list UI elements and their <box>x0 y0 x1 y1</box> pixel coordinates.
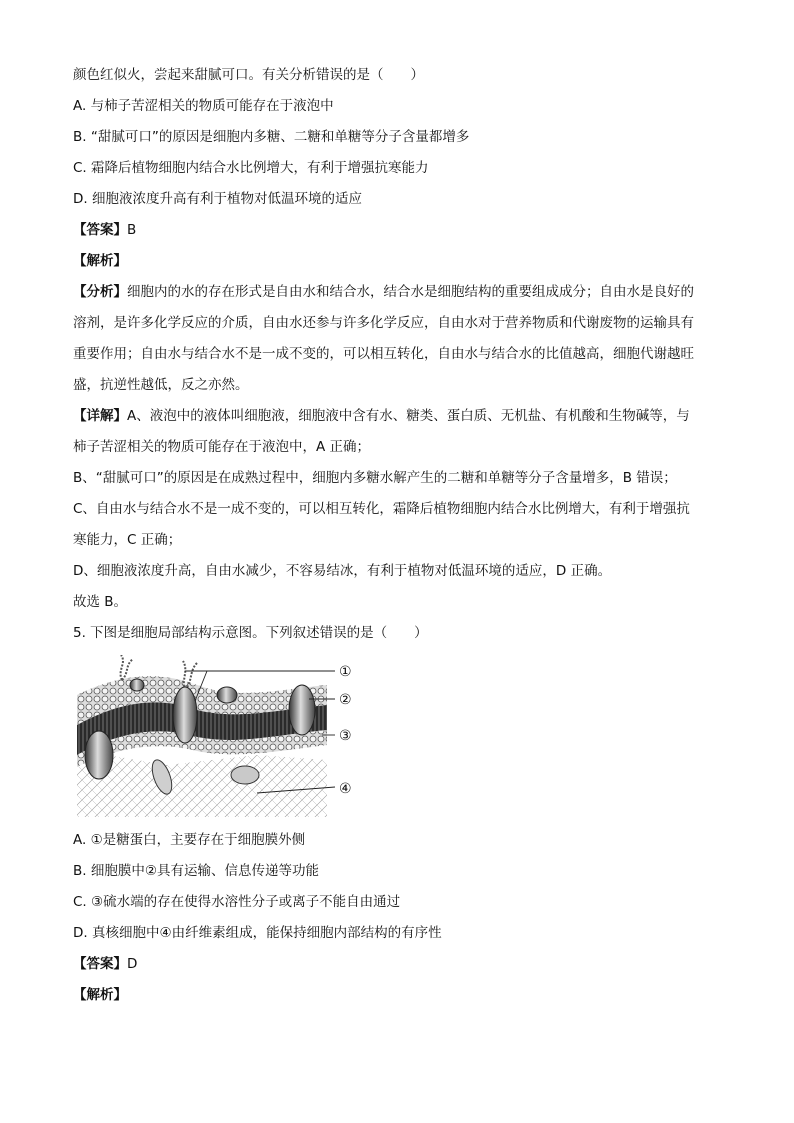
q4-fenxi-line-2: 溶剂，是许多化学反应的介质，自由水还参与许多化学反应，自由水对于营养物质和代谢废物的运输具有 <box>73 315 694 331</box>
transmembrane-protein-1 <box>173 687 197 743</box>
peripheral-protein-2 <box>231 766 259 784</box>
q4-fenxi-line-1 <box>73 277 723 308</box>
q4-xiangjie-text-1: A、液泡中的液体叫细胞液，细胞液中含有水、糖类、蛋白质、无机盐、有机酸和生物碱等，与 <box>127 408 690 424</box>
q5-answer-line <box>73 949 723 980</box>
figure-label-4: ④ <box>339 781 352 797</box>
q5-answer-tag: 【答案】 <box>73 956 127 972</box>
transmembrane-protein-2 <box>289 685 315 735</box>
glycan-chain-left <box>121 655 133 680</box>
q4-fenxi-text-1: 细胞内的水的存在形式是自由水和结合水，结合水是细胞结构的重要组成成分；自由水是良好的 <box>127 284 694 300</box>
q4-xiangjie-line-6: D、细胞液浓度升高，自由水减少，不容易结冰，有利于植物对低温环境的适应，D 正确。 <box>73 563 612 579</box>
transmembrane-protein-3 <box>85 731 113 779</box>
q4-answer-value: B <box>127 222 137 238</box>
q5-option-a: A. ①是糖蛋白，主要存在于细胞膜外侧 <box>73 832 306 848</box>
peripheral-protein-1 <box>217 687 237 703</box>
figure-label-1: ① <box>339 664 352 680</box>
q4-conclusion: 故选 B。 <box>73 594 128 610</box>
q5-analysis-tag: 【解析】 <box>73 987 127 1003</box>
q4-option-c: C. 霜降后植物细胞内结合水比例增大，有利于增强抗寒能力 <box>73 160 429 176</box>
q4-option-a: A. 与柿子苦涩相关的物质可能存在于液泡中 <box>73 98 334 114</box>
q5-analysis-heading <box>73 980 723 1011</box>
q5-option-b: B. 细胞膜中②具有运输、信息传递等功能 <box>73 863 319 879</box>
q5-option-d: D. 真核细胞中④由纤维素组成，能保持细胞内部结构的有序性 <box>73 925 442 941</box>
q4-answer-tag: 【答案】 <box>73 222 127 238</box>
q5-stem: 5. 下图是细胞局部结构示意图。下列叙述错误的是（ ） <box>73 625 428 641</box>
q4-xiangjie-line-4: C、自由水与结合水不是一成不变的，可以相互转化，霜降后植物细胞内结合水比例增大，有利于增强抗 <box>73 501 690 517</box>
q4-xiangjie-tag: 【详解】 <box>73 408 127 424</box>
q4-stem-continued: 颜色红似火，尝起来甜腻可口。有关分析错误的是（ ） <box>73 67 424 83</box>
q4-option-d: D. 细胞液浓度升高有利于植物对低温环境的适应 <box>73 191 362 207</box>
q4-xiangjie-line-5: 寒能力，C 正确； <box>73 532 182 548</box>
q4-xiangjie-line-3: B、“甜腻可口”的原因是在成熟过程中，细胞内多糖水解产生的二糖和单糖等分子含量增多，B 错误； <box>73 470 677 486</box>
q4-analysis-tag: 【解析】 <box>73 253 127 269</box>
figure-label-2: ② <box>339 692 352 708</box>
cytoskeleton-mesh <box>77 750 327 817</box>
q4-fenxi-line-4: 盛，抗逆性越低，反之亦然。 <box>73 377 249 393</box>
surface-protein <box>130 679 144 691</box>
cell-membrane-figure <box>77 655 367 817</box>
q5-answer-value: D <box>127 956 138 972</box>
document-page <box>73 60 723 1011</box>
q4-xiangjie-line-2: 柿子苦涩相关的物质可能存在于液泡中，A 正确； <box>73 439 371 455</box>
q4-option-b: B. “甜腻可口”的原因是细胞内多糖、二糖和单糖等分子含量都增多 <box>73 129 470 145</box>
cell-membrane-diagram <box>77 655 367 817</box>
q4-fenxi-line-3: 重要作用；自由水与结合水不是一成不变的，可以相互转化，自由水与结合水的比值越高，细胞代谢越旺 <box>73 346 694 362</box>
figure-label-3: ③ <box>339 728 352 744</box>
q4-fenxi-tag: 【分析】 <box>73 284 127 300</box>
q4-answer-line <box>73 215 723 246</box>
q4-xiangjie-line-1 <box>73 401 723 432</box>
q4-analysis-heading <box>73 246 723 277</box>
q5-option-c: C. ③硫水端的存在使得水溶性分子或离子不能自由通过 <box>73 894 401 910</box>
